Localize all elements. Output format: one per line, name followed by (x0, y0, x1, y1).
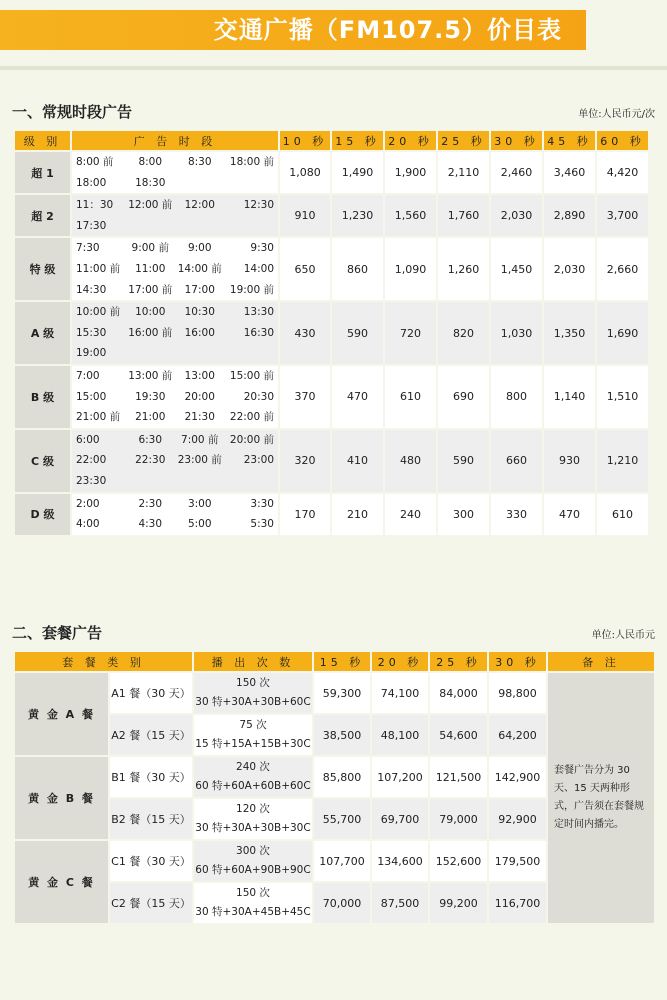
page-title: 交通广播（FM107.5）价目表 (0, 10, 586, 50)
price-cell: 1,080 (280, 152, 330, 193)
time-slot: 22:30 (135, 454, 166, 467)
time-slot: 18:00 前 (229, 156, 274, 168)
time-slot: 13:30 (243, 306, 274, 319)
time-slots-cell (72, 494, 278, 535)
time-slot: 8:00 前 (76, 156, 114, 168)
time-slot: 13:00 前 (128, 369, 173, 382)
price-cell: 70,000 (314, 883, 370, 923)
time-slot (175, 173, 225, 194)
package-price-table (13, 650, 656, 925)
time-slot-line (76, 494, 274, 515)
time-slot: 2:30 (138, 497, 163, 510)
package-name: A2 餐（15 天） (110, 715, 192, 755)
price-cell: 410 (332, 430, 383, 492)
time-slot: 5:30 (250, 518, 274, 531)
time-slot: 15:00 前 (229, 369, 274, 382)
time-slot: 15:00 (76, 390, 107, 403)
time-slot: 22:00 (76, 454, 107, 467)
price-cell: 1,030 (491, 302, 542, 364)
time-slot (175, 471, 225, 492)
price-cell: 690 (438, 366, 489, 428)
time-slot: 22:00 前 (229, 411, 274, 424)
time-slot-line (76, 216, 274, 237)
price-cell: 2,660 (597, 238, 648, 300)
time-slot (126, 471, 176, 492)
play-mix: 30 特+30A+45B+45C (195, 906, 311, 918)
header-cell: 级 别 (15, 131, 70, 150)
play-mix: 30 特+30A+30B+60C (195, 696, 311, 708)
price-cell: 64,200 (489, 715, 546, 755)
time-slot: 11：30 (76, 199, 114, 212)
time-slot: 6:30 (138, 433, 163, 446)
header-cell: 备 注 (548, 652, 654, 671)
time-slot: 9:00 前 (131, 242, 169, 255)
time-slot-line (76, 259, 274, 280)
package-name: B1 餐（30 天） (110, 757, 192, 797)
price-cell: 610 (385, 366, 436, 428)
package-name: C2 餐（15 天） (110, 883, 192, 923)
time-slots-cell (72, 302, 278, 364)
play-count-cell (194, 841, 312, 881)
header-cell: 15 秒 (314, 652, 370, 671)
price-cell: 650 (280, 238, 330, 300)
time-slot: 11:00 (135, 262, 166, 275)
price-cell: 4,420 (597, 152, 648, 193)
price-cell: 54,600 (430, 715, 487, 755)
price-cell: 1,560 (385, 195, 436, 236)
play-mix: 30 特+30A+30B+30C (195, 822, 311, 834)
time-slot: 3:00 (187, 497, 212, 510)
time-slot: 19:00 (76, 347, 107, 360)
time-slots-cell (72, 366, 278, 428)
price-cell: 1,210 (597, 430, 648, 492)
price-cell: 610 (597, 494, 648, 535)
header-cell: 30 秒 (491, 131, 542, 150)
level-cell: 特 级 (15, 238, 70, 300)
price-cell: 84,000 (430, 673, 487, 713)
price-cell: 300 (438, 494, 489, 535)
time-slot-line (76, 450, 274, 471)
price-cell: 430 (280, 302, 330, 364)
price-cell: 470 (332, 366, 383, 428)
time-slot: 23:00 (243, 454, 274, 467)
price-cell: 480 (385, 430, 436, 492)
price-cell: 2,110 (438, 152, 489, 193)
header-cell: 15 秒 (332, 131, 383, 150)
time-slots-cell (72, 430, 278, 492)
price-cell: 2,030 (544, 238, 595, 300)
time-slot: 14:00 前 (177, 262, 222, 275)
time-slot: 18:30 (135, 176, 166, 189)
price-cell: 3,700 (597, 195, 648, 236)
time-slot-line (76, 173, 274, 194)
header-cell: 25 秒 (430, 652, 487, 671)
play-count: 150 次 (236, 887, 270, 899)
title-divider (0, 66, 667, 70)
time-slot (175, 216, 225, 237)
time-slot-line (76, 323, 274, 344)
time-slot: 8:00 (138, 156, 163, 168)
time-slot: 20:30 (243, 390, 274, 403)
time-slot: 11:00 前 (76, 262, 121, 275)
price-cell: 55,700 (314, 799, 370, 839)
play-count-cell (194, 715, 312, 755)
time-slot: 4:00 (76, 518, 100, 531)
price-cell: 87,500 (372, 883, 428, 923)
price-cell: 860 (332, 238, 383, 300)
table-row (15, 302, 648, 364)
time-slot: 21:30 (184, 411, 215, 424)
play-count: 300 次 (236, 845, 270, 857)
price-cell: 720 (385, 302, 436, 364)
time-slot-line (76, 343, 274, 364)
time-slot: 7:00 前 (181, 433, 219, 446)
price-cell: 1,140 (544, 366, 595, 428)
time-slots-cell (72, 152, 278, 193)
time-slot: 2:00 (76, 497, 100, 510)
time-slot: 21:00 前 (76, 411, 121, 424)
package-name: C1 餐（30 天） (110, 841, 192, 881)
time-slot: 17:00 (184, 283, 215, 296)
time-slot: 23:30 (76, 474, 107, 487)
play-count-cell (194, 673, 312, 713)
regular-price-table (13, 129, 650, 537)
price-cell: 142,900 (489, 757, 546, 797)
level-cell: A 级 (15, 302, 70, 364)
price-cell: 1,450 (491, 238, 542, 300)
price-cell: 3,460 (544, 152, 595, 193)
price-cell: 1,090 (385, 238, 436, 300)
play-mix: 15 特+15A+15B+30C (195, 738, 311, 750)
time-slot: 7:30 (76, 242, 100, 255)
price-cell: 910 (280, 195, 330, 236)
time-slot (126, 343, 176, 364)
level-cell: D 级 (15, 494, 70, 535)
time-slot (126, 216, 176, 237)
price-cell: 107,700 (314, 841, 370, 881)
time-slot (225, 471, 275, 492)
time-slot: 16:00 前 (128, 326, 173, 339)
price-cell: 74,100 (372, 673, 428, 713)
package-name: A1 餐（30 天） (110, 673, 192, 713)
time-slot: 8:30 (187, 156, 212, 168)
header-cell: 45 秒 (544, 131, 595, 150)
section1-unit: 单位:人民币元/次 (578, 109, 655, 120)
play-mix: 60 特+60A+90B+90C (195, 864, 311, 876)
package-group-name: 黄 金 A 餐 (15, 673, 108, 755)
price-cell: 1,230 (332, 195, 383, 236)
time-slot: 12:30 (243, 199, 274, 212)
time-slot: 19:30 (135, 390, 166, 403)
price-cell: 121,500 (430, 757, 487, 797)
package-group-name: 黄 金 B 餐 (15, 757, 108, 839)
section2-unit: 单位:人民币元 (591, 630, 655, 641)
time-slot: 17:30 (76, 219, 107, 232)
price-cell: 1,760 (438, 195, 489, 236)
time-slot: 13:00 (184, 369, 215, 382)
price-cell: 1,690 (597, 302, 648, 364)
time-slot: 9:00 (187, 242, 212, 255)
time-slot: 12:00 前 (128, 199, 173, 212)
time-slot (225, 173, 275, 194)
price-cell: 240 (385, 494, 436, 535)
time-slot: 10:00 前 (76, 306, 121, 319)
price-cell: 179,500 (489, 841, 546, 881)
level-cell: 超 2 (15, 195, 70, 236)
price-cell: 2,460 (491, 152, 542, 193)
time-slot-line (76, 471, 274, 492)
play-count-cell (194, 883, 312, 923)
price-cell: 470 (544, 494, 595, 535)
time-slot: 16:30 (243, 326, 274, 339)
price-cell: 820 (438, 302, 489, 364)
header-cell: 10 秒 (280, 131, 330, 150)
time-slot: 6:00 (76, 433, 100, 446)
time-slot: 16:00 (184, 326, 215, 339)
time-slot: 12:00 (184, 199, 215, 212)
play-count: 120 次 (236, 803, 270, 815)
section1-title: 一、常规时段广告 (12, 103, 133, 121)
price-cell: 152,600 (430, 841, 487, 881)
time-slot-line (76, 238, 274, 259)
time-slot: 9:30 (250, 242, 274, 255)
price-cell: 590 (332, 302, 383, 364)
time-slot: 20:00 前 (229, 433, 274, 446)
time-slot-line (76, 152, 274, 173)
time-slot (225, 216, 275, 237)
time-slot: 4:30 (138, 518, 163, 531)
price-cell: 38,500 (314, 715, 370, 755)
level-cell: C 级 (15, 430, 70, 492)
price-cell: 1,260 (438, 238, 489, 300)
time-slot: 18:00 (76, 176, 107, 189)
time-slot: 23:00 前 (177, 454, 222, 467)
price-cell: 210 (332, 494, 383, 535)
time-slot-line (76, 514, 274, 535)
table-row (15, 430, 648, 492)
header-cell: 广 告 时 段 (72, 131, 278, 150)
play-mix: 60 特+60A+60B+60C (195, 780, 311, 792)
header-cell: 30 秒 (489, 652, 546, 671)
price-cell: 170 (280, 494, 330, 535)
time-slot: 14:00 (243, 262, 274, 275)
level-cell: B 级 (15, 366, 70, 428)
price-cell: 1,350 (544, 302, 595, 364)
play-count: 240 次 (236, 761, 270, 773)
time-slot: 10:30 (184, 306, 215, 319)
play-count: 150 次 (236, 677, 270, 689)
time-slot: 19:00 前 (229, 283, 274, 296)
price-cell: 1,510 (597, 366, 648, 428)
time-slot-line (76, 407, 274, 428)
table-row (15, 366, 648, 428)
time-slots-cell (72, 238, 278, 300)
price-cell: 107,200 (372, 757, 428, 797)
price-cell: 370 (280, 366, 330, 428)
time-slot (225, 343, 275, 364)
note-cell: 套餐广告分为 30 天、15 天两种形式，广告须在套餐规定时间内播完。 (548, 673, 654, 923)
price-cell: 330 (491, 494, 542, 535)
header-cell: 播 出 次 数 (194, 652, 312, 671)
header-cell: 套 餐 类 别 (15, 652, 192, 671)
price-cell: 48,100 (372, 715, 428, 755)
price-cell: 1,900 (385, 152, 436, 193)
time-slot: 10:00 (135, 306, 166, 319)
table-row (15, 494, 648, 535)
price-cell: 134,600 (372, 841, 428, 881)
level-cell: 超 1 (15, 152, 70, 193)
time-slot-line (76, 387, 274, 408)
time-slot-line (76, 430, 274, 451)
play-count-cell (194, 757, 312, 797)
price-cell: 59,300 (314, 673, 370, 713)
time-slot: 14:30 (76, 283, 107, 296)
header-cell: 20 秒 (385, 131, 436, 150)
package-name: B2 餐（15 天） (110, 799, 192, 839)
price-cell: 98,800 (489, 673, 546, 713)
section2-title: 二、套餐广告 (12, 624, 103, 642)
time-slot (175, 343, 225, 364)
time-slots-cell (72, 195, 278, 236)
price-cell: 800 (491, 366, 542, 428)
price-cell: 590 (438, 430, 489, 492)
package-group-name: 黄 金 C 餐 (15, 841, 108, 923)
price-cell: 2,030 (491, 195, 542, 236)
table-row (15, 195, 648, 236)
table-row (15, 238, 648, 300)
time-slot-line (76, 195, 274, 216)
header-cell: 20 秒 (372, 652, 428, 671)
header-cell: 25 秒 (438, 131, 489, 150)
time-slot: 20:00 (184, 390, 215, 403)
package-row (15, 673, 654, 713)
time-slot: 17:00 前 (128, 283, 173, 296)
time-slot: 21:00 (135, 411, 166, 424)
price-cell: 116,700 (489, 883, 546, 923)
price-cell: 930 (544, 430, 595, 492)
price-cell: 69,700 (372, 799, 428, 839)
header-cell: 60 秒 (597, 131, 648, 150)
price-cell: 99,200 (430, 883, 487, 923)
price-cell: 660 (491, 430, 542, 492)
price-cell: 85,800 (314, 757, 370, 797)
price-cell: 320 (280, 430, 330, 492)
time-slot: 15:30 (76, 326, 107, 339)
time-slot: 7:00 (76, 369, 100, 382)
price-cell: 1,490 (332, 152, 383, 193)
play-count: 75 次 (239, 719, 267, 731)
play-count-cell (194, 799, 312, 839)
time-slot-line (76, 280, 274, 301)
table-row (15, 152, 648, 193)
time-slot-line (76, 302, 274, 323)
time-slot: 5:00 (187, 518, 212, 531)
time-slot-line (76, 366, 274, 387)
time-slot: 3:30 (250, 497, 274, 510)
price-cell: 92,900 (489, 799, 546, 839)
price-cell: 79,000 (430, 799, 487, 839)
price-cell: 2,890 (544, 195, 595, 236)
